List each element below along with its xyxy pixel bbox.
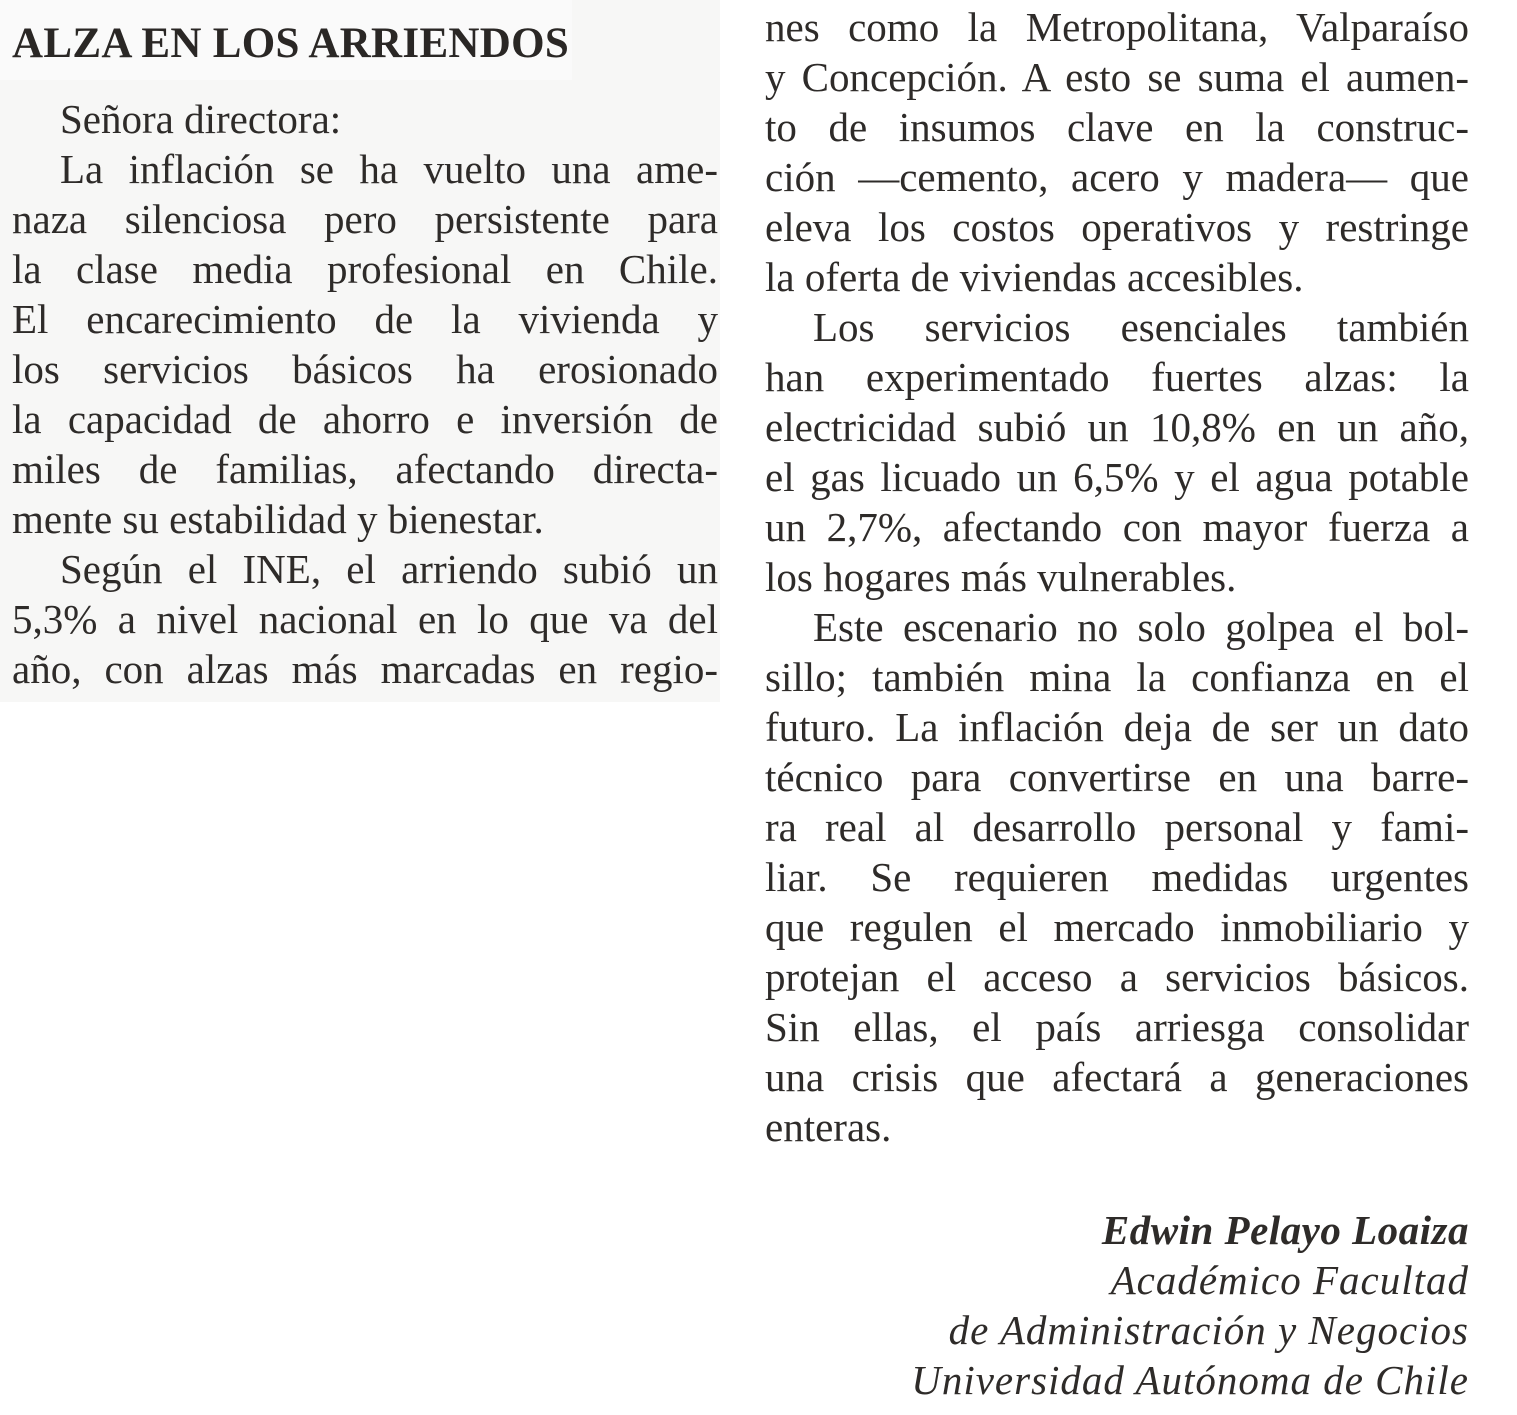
- signature-name: Edwin Pelayo Loaiza: [1101, 1207, 1469, 1253]
- text-line: futuro. La inflación deja de ser un dato: [765, 704, 1469, 750]
- text-line: sillo; también mina la confianza en el: [765, 654, 1469, 700]
- signature-role: de Administración y Negocios: [948, 1307, 1469, 1353]
- text-line: la oferta de viviendas accesibles.: [765, 254, 1304, 300]
- text-line: técnico para convertirse en una barre-: [765, 754, 1469, 800]
- text-line: liar. Se requieren medidas urgentes: [765, 854, 1469, 900]
- text-line: los servicios básicos ha erosionado: [12, 346, 718, 392]
- text-line: y Concepción. A esto se suma el aumen-: [765, 54, 1469, 100]
- text-line: naza silenciosa pero persistente para: [12, 196, 718, 242]
- signature-role: Universidad Autónoma de Chile: [911, 1357, 1469, 1403]
- text-line: ción —cemento, acero y madera— que: [765, 154, 1469, 200]
- text-line: ra real al desarrollo personal y fami-: [765, 804, 1469, 850]
- text-line: enteras.: [765, 1104, 892, 1150]
- text-line: la capacidad de ahorro e inversión de: [12, 396, 718, 442]
- text-line: to de insumos clave en la construc-: [765, 104, 1469, 150]
- text-line: 5,3% a nivel nacional en lo que va del: [12, 596, 718, 642]
- text-line: la clase media profesional en Chile.: [12, 246, 718, 292]
- text-line: el gas licuado un 6,5% y el agua potable: [765, 454, 1469, 500]
- text-line: El encarecimiento de la vivienda y: [12, 296, 718, 342]
- text-line: año, con alzas más marcadas en regio-: [12, 646, 718, 692]
- signature-role: Académico Facultad: [1110, 1257, 1469, 1303]
- text-line: una crisis que afectará a generaciones: [765, 1054, 1469, 1100]
- text-line: que regulen el mercado inmobiliario y: [765, 904, 1469, 950]
- text-line: nes como la Metropolitana, Valparaíso: [765, 4, 1469, 50]
- text-line: La inflación se ha vuelto una ame-: [60, 146, 718, 192]
- text-line: protejan el acceso a servicios básicos.: [765, 954, 1469, 1000]
- text-line: eleva los costos operativos y restringe: [765, 204, 1469, 250]
- text-line: Los servicios esenciales también: [813, 304, 1469, 350]
- text-line: Según el INE, el arriendo subió un: [60, 546, 718, 592]
- letter-title: ALZA EN LOS ARRIENDOS: [12, 20, 570, 67]
- text-line: miles de familias, afectando directa-: [12, 446, 718, 492]
- text-line: han experimentado fuertes alzas: la: [765, 354, 1469, 400]
- text-line: Este escenario no solo golpea el bol-: [813, 604, 1469, 650]
- text-line: electricidad subió un 10,8% en un año,: [765, 404, 1469, 450]
- text-line: los hogares más vulnerables.: [765, 554, 1237, 600]
- text-line: mente su estabilidad y bienestar.: [12, 496, 544, 542]
- salutation: Señora directora:: [60, 96, 342, 142]
- text-line: Sin ellas, el país arriesga consolidar: [765, 1004, 1469, 1050]
- text-line: un 2,7%, afectando con mayor fuerza a: [765, 504, 1469, 550]
